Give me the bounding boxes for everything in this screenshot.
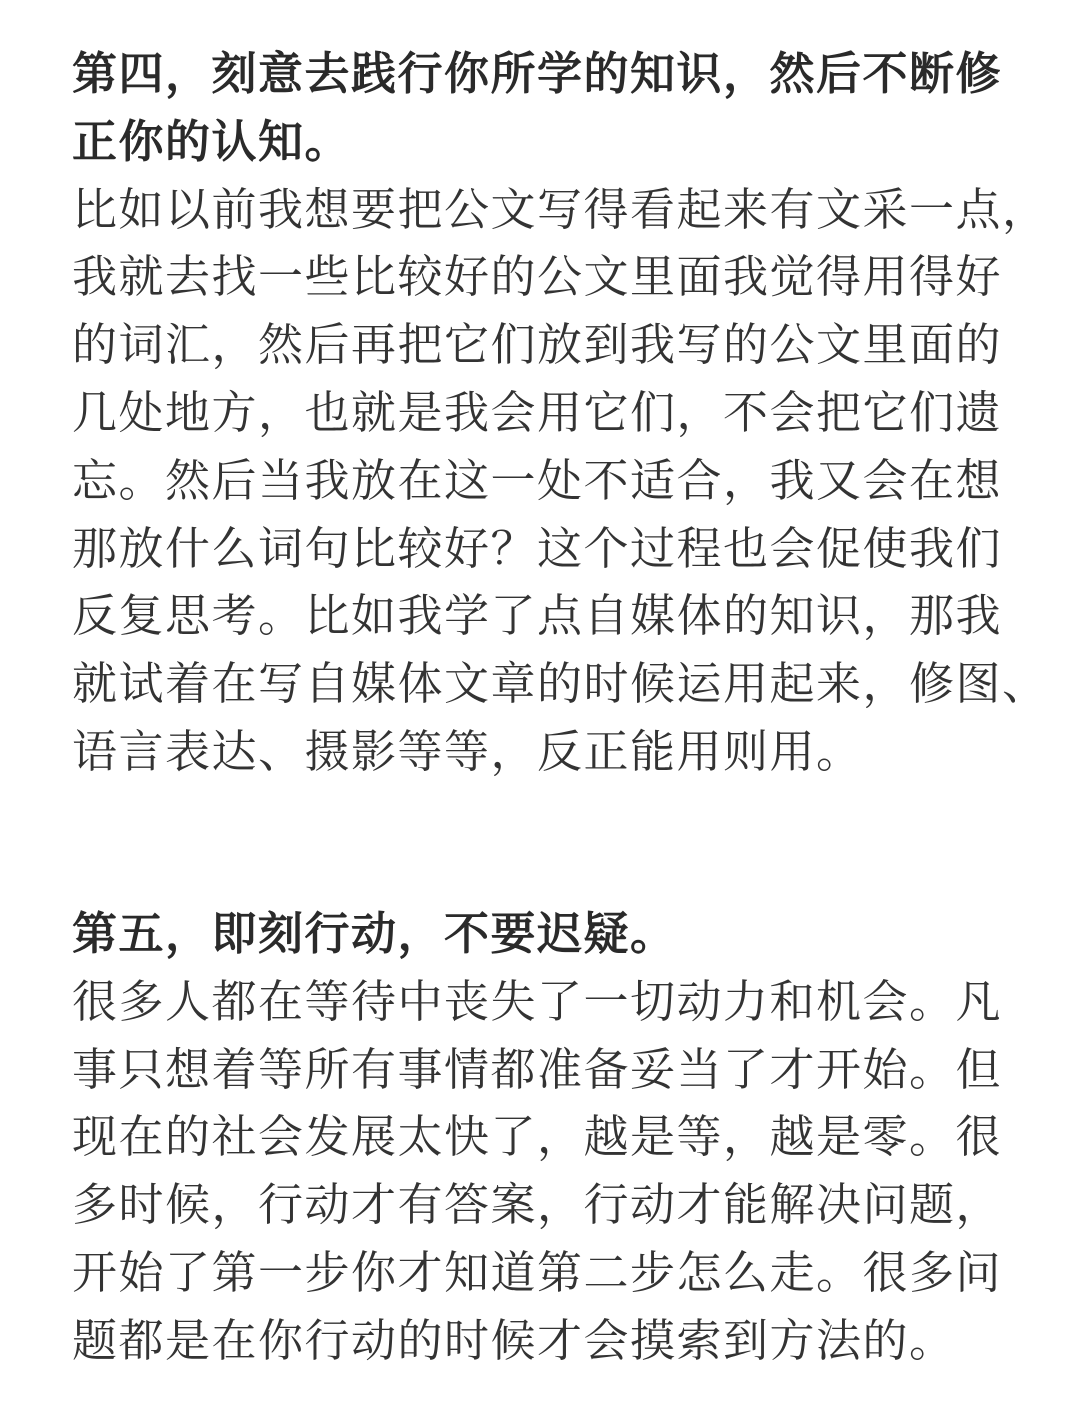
body-line: 反复思考。比如我学了点自媒体的知识，那我: [72, 589, 1003, 643]
section-five: [72, 900, 1032, 1375]
body-line: 比如以前我想要把公文写得看起来有文采一点，: [72, 182, 1049, 236]
body-line: 那放什么词句比较好？这个过程也会促使我们: [72, 521, 1003, 575]
body-line: 开始了第一步你才知道第二步怎么走。很多问: [72, 1245, 1003, 1299]
heading-line: 第四，刻意去践行你所学的知识，然后不断修: [72, 47, 1003, 100]
heading-line: 正你的认知。: [72, 114, 352, 168]
body-line: 我就去找一些比较好的公文里面我觉得用得好: [72, 250, 1003, 304]
section-four: [72, 40, 1049, 786]
body-line: 几处地方，也就是我会用它们，不会把它们遗: [72, 385, 1003, 439]
body-line: 题都是在你行动的时候才会摸索到方法的。: [72, 1313, 956, 1367]
heading-line: 第五，即刻行动，不要迟疑。: [72, 907, 677, 960]
body-line: 的词汇，然后再把它们放到我写的公文里面的: [72, 318, 1003, 372]
section-four-body: [72, 176, 1049, 786]
section-five-heading: [72, 900, 1032, 968]
body-line: 很多人都在等待中丧失了一切动力和机会。凡: [72, 974, 1003, 1028]
body-line: 事只想着等所有事情都准备妥当了才开始。但: [72, 1042, 1003, 1096]
body-line: 多时候，行动才有答案，行动才能解决问题，: [72, 1178, 1003, 1232]
body-line: 现在的社会发展太快了，越是等，越是零。很: [72, 1110, 1003, 1164]
body-line: 就试着在写自媒体文章的时候运用起来，修图、: [72, 657, 1049, 711]
section-four-heading: [72, 40, 1032, 176]
body-line: 忘。然后当我放在这一处不适合，我又会在想: [72, 453, 1003, 507]
body-line: 语言表达、摄影等等，反正能用则用。: [72, 724, 863, 778]
section-five-body: [72, 968, 1032, 1375]
